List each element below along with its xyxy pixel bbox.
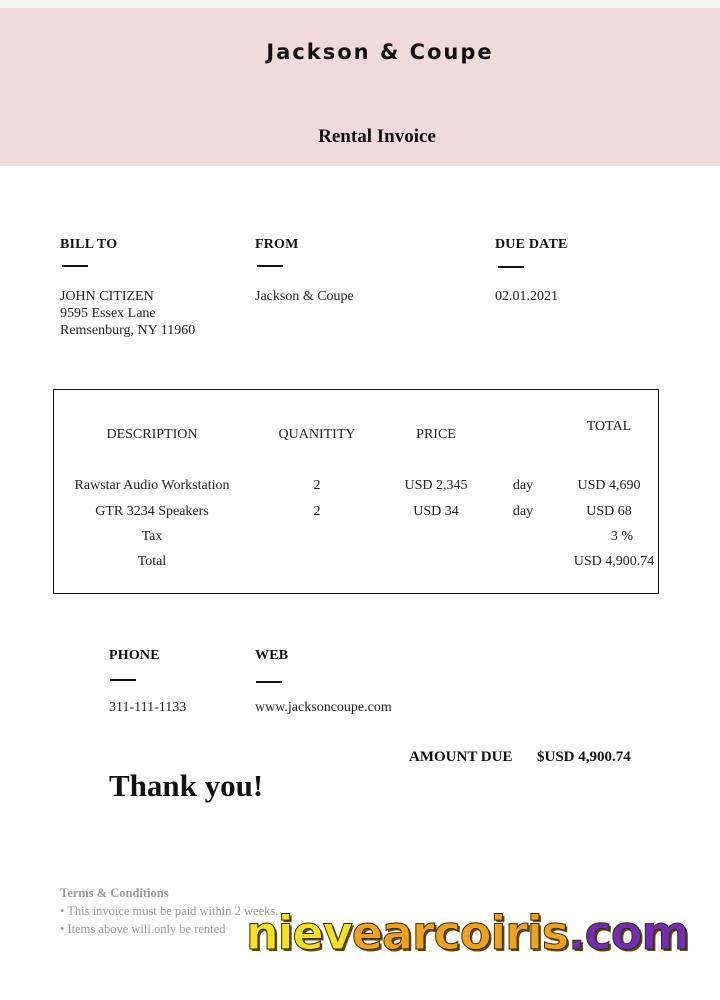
company-name: Jackson & Coupe [266,40,494,64]
watermark-part-3: .com [568,906,689,960]
terms-title: Terms & Conditions [60,886,169,900]
header-banner [0,8,720,166]
due-date-value: 02.01.2021 [495,289,558,304]
bill-to-name: JOHN CITIZEN [60,289,154,304]
due-date-underline [498,266,524,268]
items-table [53,389,659,594]
bill-to-underline [62,265,88,267]
phone-label: PHONE [109,648,160,663]
watermark-logo [246,906,688,960]
from-underline [257,265,283,267]
bill-to-address [60,288,195,339]
grand-total-value: USD 4,900.74 [573,554,655,569]
thank-you-text: Thank you! [109,768,264,803]
due-date-label: DUE DATE [495,237,568,252]
web-value: www.jacksoncoupe.com [255,700,392,715]
row-1-unit: day [512,478,534,493]
amount-due-label: AMOUNT DUE [409,749,513,765]
tax-value: 3 % [610,529,634,544]
web-underline [256,681,282,683]
row-2-unit: day [512,504,534,519]
row-2-total: USD 68 [586,504,632,519]
from-label: FROM [255,237,299,252]
bill-to-street: 9595 Essex Lane [60,306,156,321]
row-1-price: USD 2,345 [404,478,468,493]
amount-due-value: $USD 4,900.74 [537,749,631,765]
invoice-page [0,8,720,1000]
grand-total-label: Total [137,554,167,569]
bill-to-label: BILL TO [60,237,118,252]
header-quantity: QUANITITY [278,427,356,442]
row-1-quantity: 2 [313,478,321,493]
watermark-part-1: niev [246,906,352,960]
row-1-total: USD 4,690 [577,478,641,493]
row-2-quantity: 2 [313,504,321,519]
bill-to-city: Remsenburg, NY 11960 [60,323,196,338]
row-2-price: USD 34 [413,504,459,519]
row-2-description: GTR 3234 Speakers [95,504,209,519]
phone-value: 311-111-1133 [109,700,187,715]
web-label: WEB [255,648,289,663]
tax-label: Tax [141,529,163,544]
header-total: TOTAL [586,419,632,434]
document-title: Rental Invoice [318,126,436,147]
row-1-description: Rawstar Audio Workstation [74,478,230,493]
header-description: DESCRIPTION [106,427,198,442]
terms-item-2: • Items above will only be rented [60,922,226,936]
header-price: PRICE [416,427,456,442]
watermark-part-2: earcoiris [351,906,569,960]
from-name: Jackson & Coupe [255,289,354,304]
phone-underline [110,679,136,681]
terms-item-1: • This invoice must be paid within 2 weeks. [60,904,279,918]
